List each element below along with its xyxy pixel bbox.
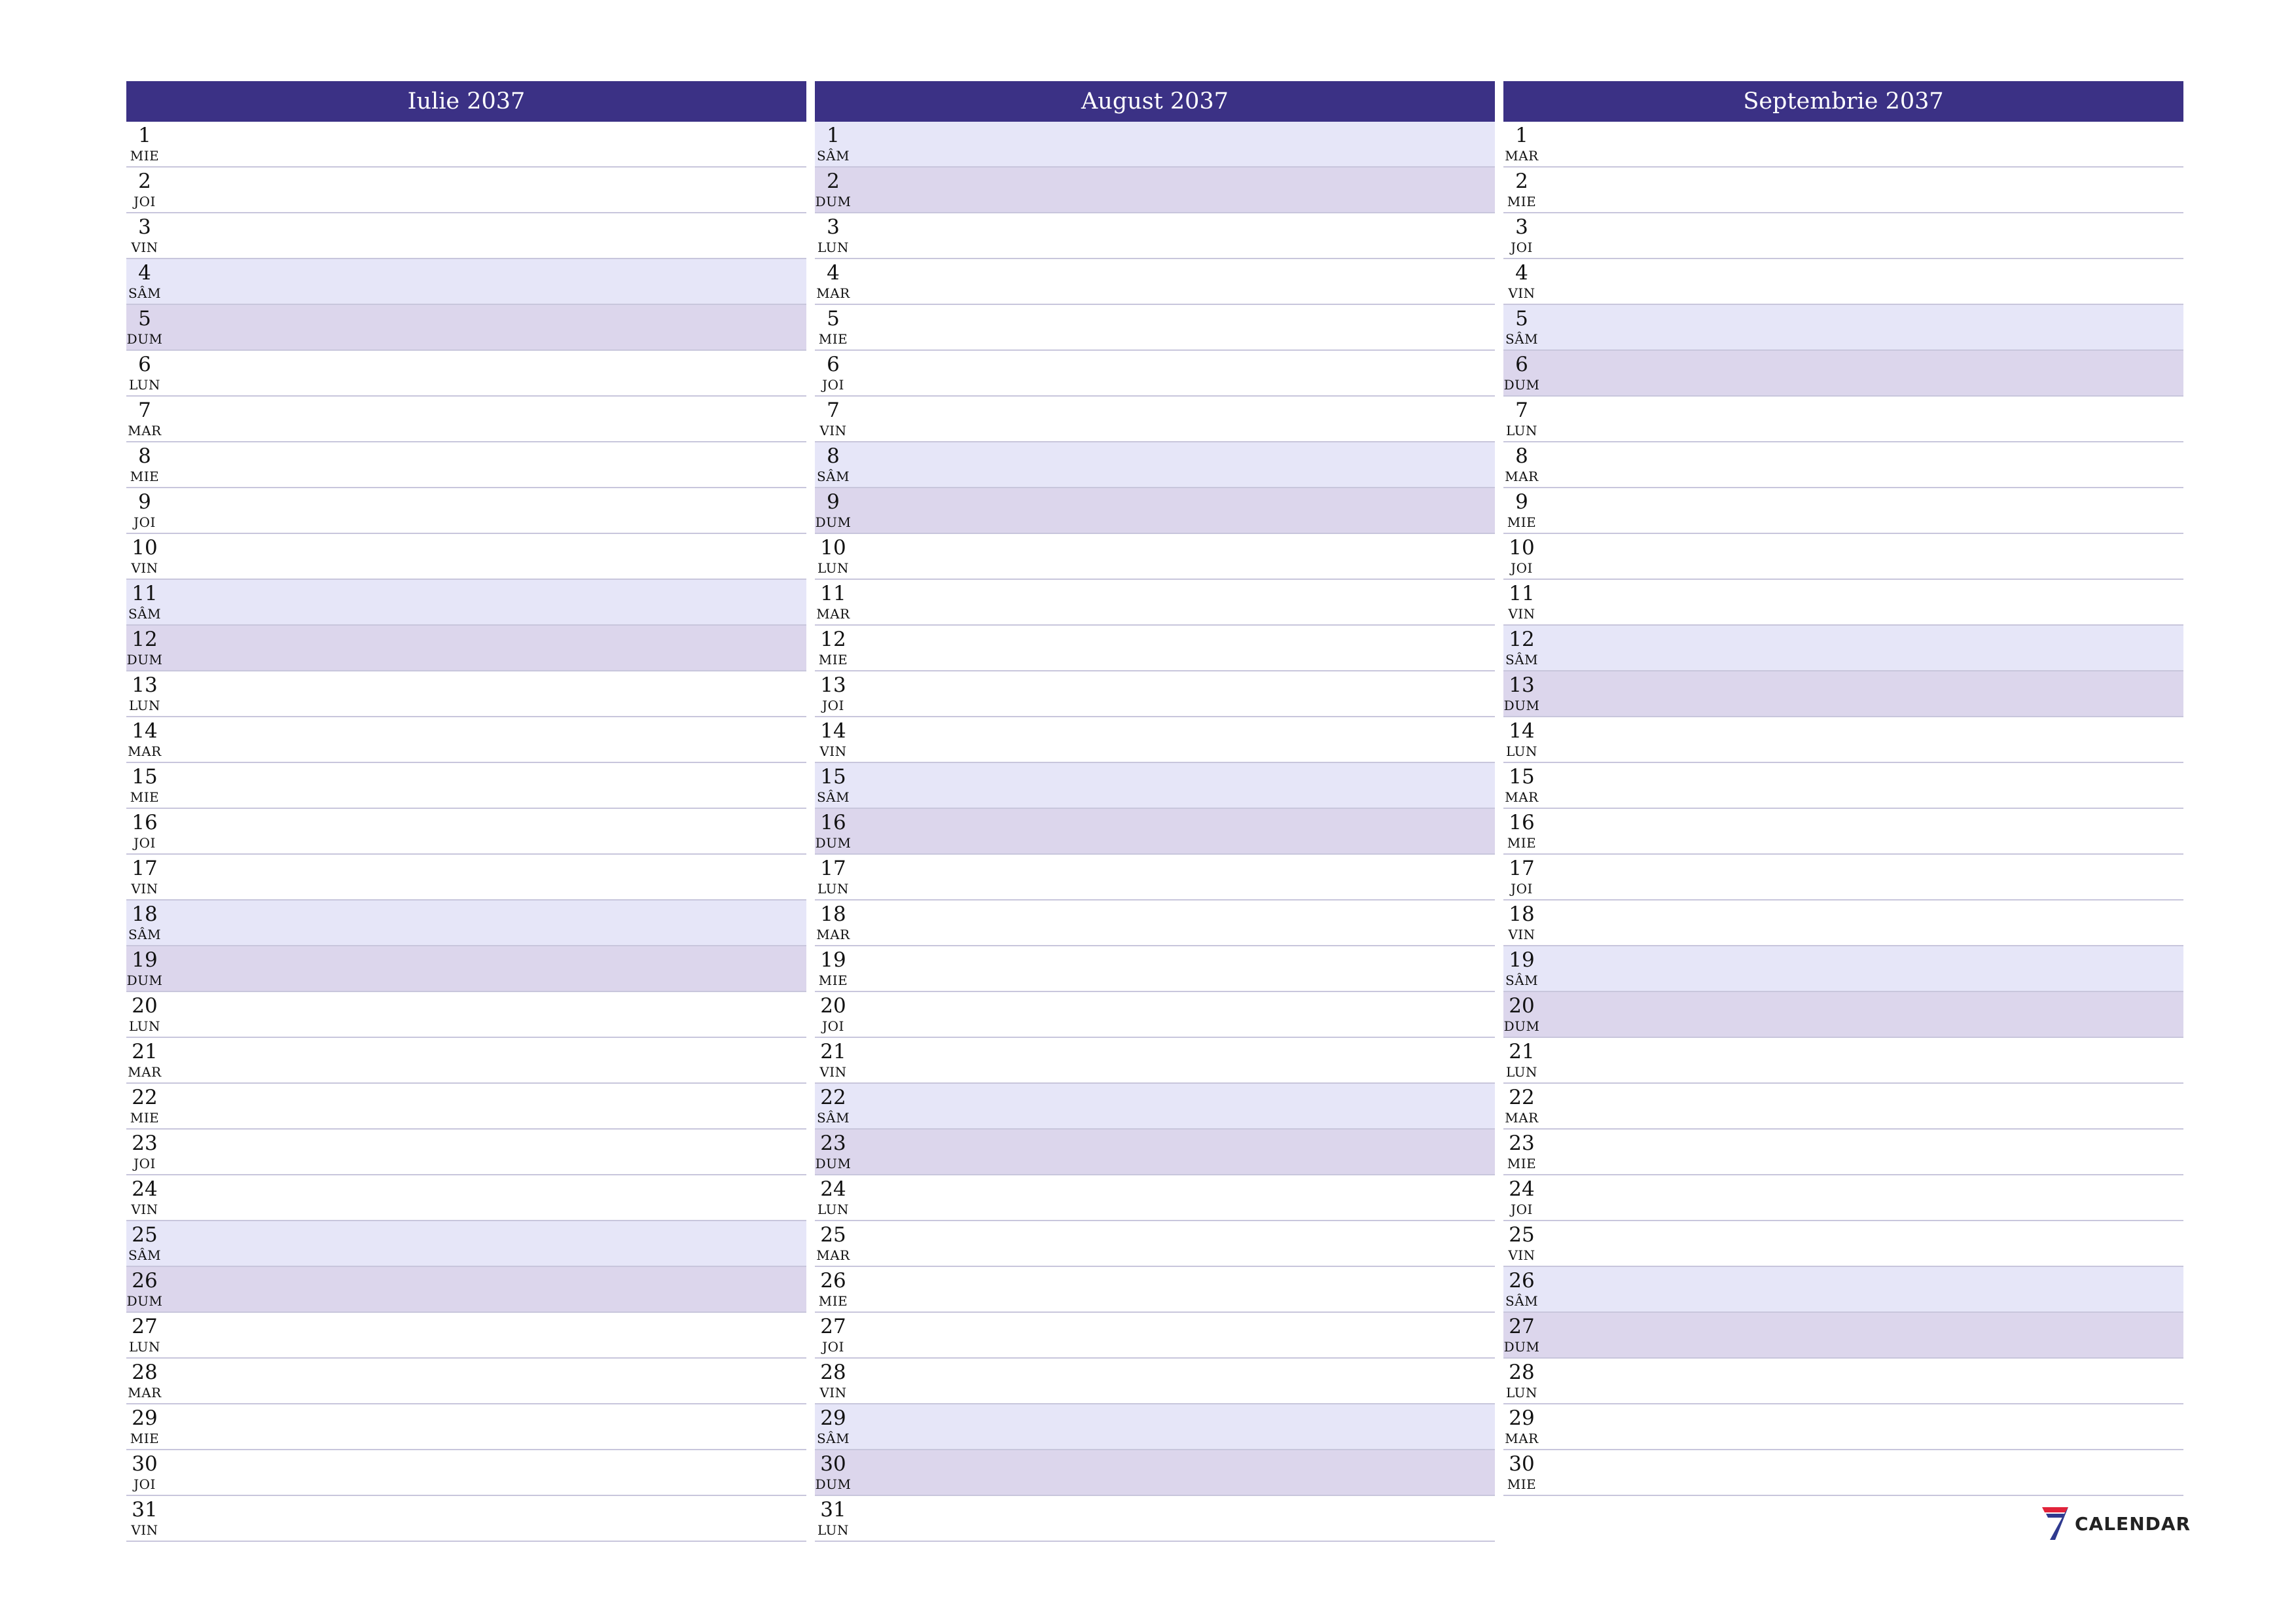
weekday-label: LUN — [817, 1202, 850, 1217]
weekday-label: SÂM — [816, 1431, 850, 1446]
weekday-label: VIN — [819, 1385, 847, 1400]
day-number: 21 — [820, 1040, 846, 1063]
day-number: 18 — [132, 902, 158, 926]
weekday-label: DUM — [815, 835, 852, 851]
month-column-september — [1503, 81, 2183, 1496]
day-number: 28 — [820, 1361, 846, 1384]
day-number: 31 — [820, 1498, 846, 1522]
day-number: 17 — [1509, 857, 1535, 880]
day-number: 9 — [1515, 490, 1528, 514]
day-number: 23 — [820, 1132, 846, 1155]
day-number: 4 — [827, 261, 840, 285]
day-row — [815, 1267, 1495, 1313]
day-number: 13 — [1509, 673, 1535, 697]
day-number: 16 — [1509, 811, 1535, 834]
day-row — [126, 946, 806, 992]
day-number: 3 — [827, 215, 840, 239]
day-number: 3 — [138, 215, 151, 239]
day-row — [1503, 1175, 2183, 1221]
day-row — [1503, 305, 2183, 351]
day-row — [815, 1130, 1495, 1175]
day-number: 4 — [1515, 261, 1528, 285]
day-row — [126, 992, 806, 1038]
day-row — [1503, 1359, 2183, 1404]
day-number: 3 — [1515, 215, 1528, 239]
day-row — [1503, 580, 2183, 626]
day-row — [126, 901, 806, 946]
day-number: 26 — [820, 1269, 846, 1293]
day-number: 12 — [132, 628, 158, 651]
weekday-label: VIN — [1508, 927, 1535, 942]
month-header: Iulie 2037 — [126, 81, 806, 122]
weekday-label: LUN — [1505, 1385, 1538, 1400]
weekday-label: JOI — [822, 377, 844, 393]
day-row — [126, 442, 806, 488]
weekday-label: MIE — [1507, 1476, 1537, 1492]
weekday-label: JOI — [822, 1339, 844, 1355]
weekday-label: MIE — [1507, 1156, 1537, 1171]
day-number: 24 — [820, 1177, 846, 1201]
month-header: August 2037 — [815, 81, 1495, 122]
day-row — [815, 1038, 1495, 1084]
day-row — [126, 168, 806, 213]
weekday-label: DUM — [1503, 698, 1540, 713]
day-row — [815, 946, 1495, 992]
weekday-label: SÂM — [816, 148, 850, 164]
day-number: 10 — [132, 536, 158, 560]
day-number: 12 — [820, 628, 846, 651]
day-number: 5 — [1515, 307, 1528, 330]
day-row — [126, 809, 806, 855]
day-row — [1503, 534, 2183, 580]
weekday-label: VIN — [1508, 285, 1535, 301]
day-row — [1503, 992, 2183, 1038]
weekday-label: SÂM — [1505, 1293, 1539, 1309]
weekday-label: DUM — [815, 194, 852, 209]
day-number: 20 — [132, 994, 158, 1018]
day-number: 26 — [1509, 1269, 1535, 1293]
weekday-label: JOI — [1511, 560, 1533, 576]
day-row — [815, 397, 1495, 442]
brand-logo — [2041, 1505, 2191, 1542]
day-number: 15 — [1509, 765, 1535, 789]
weekday-label: VIN — [131, 560, 158, 576]
weekday-label: SÂM — [816, 469, 850, 484]
weekday-label: SÂM — [816, 1110, 850, 1126]
day-row — [815, 717, 1495, 763]
day-row — [126, 1496, 806, 1542]
weekday-label: JOI — [134, 1476, 156, 1492]
seven-logo-icon — [2041, 1506, 2070, 1541]
day-row — [815, 901, 1495, 946]
day-row — [126, 397, 806, 442]
day-row — [1503, 809, 2183, 855]
day-row — [1503, 1404, 2183, 1450]
day-row — [1503, 442, 2183, 488]
day-row — [815, 855, 1495, 901]
day-number: 22 — [1509, 1086, 1535, 1109]
day-list — [1503, 122, 2183, 1496]
day-row — [815, 305, 1495, 351]
weekday-label: MIE — [130, 148, 160, 164]
day-row — [1503, 488, 2183, 534]
day-number: 1 — [1515, 124, 1528, 147]
day-row — [126, 488, 806, 534]
weekday-label: LUN — [128, 698, 161, 713]
weekday-label: VIN — [1508, 606, 1535, 622]
weekday-label: MAR — [1505, 789, 1539, 805]
day-number: 31 — [132, 1498, 158, 1522]
weekday-label: MAR — [816, 1247, 850, 1263]
day-row — [126, 1267, 806, 1313]
day-number: 2 — [827, 169, 840, 193]
day-row — [815, 1404, 1495, 1450]
weekday-label: SÂM — [128, 606, 162, 622]
weekday-label: JOI — [134, 194, 156, 209]
weekday-label: LUN — [128, 1018, 161, 1034]
day-row — [815, 626, 1495, 671]
weekday-label: DUM — [1503, 377, 1540, 393]
weekday-label: SÂM — [816, 789, 850, 805]
day-number: 30 — [132, 1452, 158, 1476]
day-number: 1 — [138, 124, 151, 147]
weekday-label: MAR — [1505, 148, 1539, 164]
weekday-label: MIE — [130, 789, 160, 805]
day-number: 6 — [1515, 353, 1528, 376]
day-number: 9 — [138, 490, 151, 514]
weekday-label: MAR — [1505, 469, 1539, 484]
day-row — [126, 305, 806, 351]
day-number: 11 — [820, 582, 846, 605]
day-list — [126, 122, 806, 1542]
weekday-label: MAR — [128, 743, 162, 759]
day-row — [1503, 1130, 2183, 1175]
day-row — [815, 809, 1495, 855]
day-row — [1503, 397, 2183, 442]
day-row — [815, 992, 1495, 1038]
weekday-label: MIE — [818, 1293, 848, 1309]
day-row — [126, 534, 806, 580]
month-header: Septembrie 2037 — [1503, 81, 2183, 122]
weekday-label: MAR — [1505, 1431, 1539, 1446]
day-number: 25 — [132, 1223, 158, 1247]
day-number: 7 — [138, 399, 151, 422]
day-number: 10 — [1509, 536, 1535, 560]
day-list — [815, 122, 1495, 1542]
day-row — [815, 534, 1495, 580]
day-row — [815, 1313, 1495, 1359]
day-row — [815, 1221, 1495, 1267]
day-row — [126, 626, 806, 671]
day-number: 25 — [820, 1223, 846, 1247]
weekday-label: MIE — [818, 331, 848, 347]
weekday-label: MAR — [128, 423, 162, 438]
weekday-label: LUN — [1505, 743, 1538, 759]
weekday-label: MIE — [130, 469, 160, 484]
weekday-label: SÂM — [1505, 972, 1539, 988]
day-row — [815, 1450, 1495, 1496]
day-row — [126, 259, 806, 305]
day-number: 10 — [820, 536, 846, 560]
weekday-label: SÂM — [128, 285, 162, 301]
weekday-label: VIN — [131, 240, 158, 255]
day-row — [126, 1221, 806, 1267]
day-number: 2 — [1515, 169, 1528, 193]
day-row — [1503, 1267, 2183, 1313]
day-number: 29 — [1509, 1406, 1535, 1430]
day-row — [126, 717, 806, 763]
day-number: 11 — [1509, 582, 1535, 605]
weekday-label: MAR — [816, 606, 850, 622]
weekday-label: VIN — [1508, 1247, 1535, 1263]
day-row — [126, 1038, 806, 1084]
weekday-label: MAR — [816, 927, 850, 942]
weekday-label: VIN — [819, 423, 847, 438]
day-number: 27 — [132, 1315, 158, 1338]
day-number: 14 — [1509, 719, 1535, 743]
weekday-label: DUM — [815, 1476, 852, 1492]
day-row — [1503, 122, 2183, 168]
weekday-label: MIE — [818, 652, 848, 668]
day-number: 19 — [1509, 948, 1535, 972]
day-number: 23 — [132, 1132, 158, 1155]
weekday-label: MAR — [816, 285, 850, 301]
day-row — [815, 1175, 1495, 1221]
day-row — [1503, 259, 2183, 305]
weekday-label: MAR — [128, 1064, 162, 1080]
day-row — [815, 1084, 1495, 1130]
day-row — [1503, 946, 2183, 992]
month-column-july — [126, 81, 806, 1542]
day-row — [1503, 855, 2183, 901]
day-number: 19 — [132, 948, 158, 972]
weekday-label: JOI — [822, 1018, 844, 1034]
day-row — [1503, 168, 2183, 213]
day-number: 9 — [827, 490, 840, 514]
day-number: 7 — [827, 399, 840, 422]
day-row — [126, 580, 806, 626]
weekday-label: MIE — [1507, 835, 1537, 851]
day-row — [126, 763, 806, 809]
weekday-label: MIE — [130, 1431, 160, 1446]
day-number: 22 — [820, 1086, 846, 1109]
day-number: 20 — [820, 994, 846, 1018]
day-number: 6 — [827, 353, 840, 376]
day-row — [815, 213, 1495, 259]
day-number: 28 — [1509, 1361, 1535, 1384]
day-number: 8 — [1515, 444, 1528, 468]
weekday-label: SÂM — [128, 927, 162, 942]
day-number: 13 — [132, 673, 158, 697]
weekday-label: VIN — [819, 1064, 847, 1080]
day-number: 15 — [820, 765, 846, 789]
day-number: 2 — [138, 169, 151, 193]
weekday-label: DUM — [1503, 1339, 1540, 1355]
day-number: 19 — [820, 948, 846, 972]
day-row — [1503, 1313, 2183, 1359]
weekday-label: VIN — [131, 881, 158, 897]
day-number: 27 — [820, 1315, 846, 1338]
weekday-label: MIE — [130, 1110, 160, 1126]
day-number: 14 — [820, 719, 846, 743]
day-row — [1503, 351, 2183, 397]
day-number: 5 — [138, 307, 151, 330]
day-number: 8 — [138, 444, 151, 468]
weekday-label: MAR — [128, 1385, 162, 1400]
day-number: 18 — [820, 902, 846, 926]
day-row — [126, 1175, 806, 1221]
weekday-label: JOI — [1511, 881, 1533, 897]
weekday-label: VIN — [131, 1202, 158, 1217]
day-row — [1503, 901, 2183, 946]
day-number: 28 — [132, 1361, 158, 1384]
day-number: 25 — [1509, 1223, 1535, 1247]
day-row — [1503, 1084, 2183, 1130]
day-row — [126, 1404, 806, 1450]
brand-text: CALENDAR — [2075, 1512, 2191, 1535]
weekday-label: LUN — [817, 560, 850, 576]
weekday-label: JOI — [1511, 240, 1533, 255]
weekday-label: SÂM — [128, 1247, 162, 1263]
weekday-label: LUN — [1505, 1064, 1538, 1080]
day-number: 15 — [132, 765, 158, 789]
day-row — [126, 1084, 806, 1130]
weekday-label: MIE — [1507, 514, 1537, 530]
day-row — [126, 855, 806, 901]
day-number: 18 — [1509, 902, 1535, 926]
day-number: 16 — [820, 811, 846, 834]
weekday-label: LUN — [817, 1522, 850, 1538]
day-row — [1503, 626, 2183, 671]
weekday-label: JOI — [134, 514, 156, 530]
day-number: 17 — [132, 857, 158, 880]
day-row — [126, 1359, 806, 1404]
weekday-label: JOI — [134, 1156, 156, 1171]
day-row — [815, 488, 1495, 534]
weekday-label: VIN — [131, 1522, 158, 1538]
day-row — [815, 259, 1495, 305]
day-row — [815, 671, 1495, 717]
weekday-label: LUN — [1505, 423, 1538, 438]
weekday-label: DUM — [126, 972, 163, 988]
month-column-august — [815, 81, 1495, 1542]
day-row — [126, 1450, 806, 1496]
day-number: 1 — [827, 124, 840, 147]
day-number: 13 — [820, 673, 846, 697]
weekday-label: VIN — [819, 743, 847, 759]
weekday-label: LUN — [817, 881, 850, 897]
day-row — [1503, 763, 2183, 809]
weekday-label: DUM — [126, 1293, 163, 1309]
day-number: 29 — [820, 1406, 846, 1430]
day-row — [1503, 213, 2183, 259]
day-row — [815, 122, 1495, 168]
day-number: 21 — [132, 1040, 158, 1063]
weekday-label: MAR — [1505, 1110, 1539, 1126]
day-row — [126, 1130, 806, 1175]
day-number: 7 — [1515, 399, 1528, 422]
day-row — [815, 1359, 1495, 1404]
weekday-label: LUN — [128, 1339, 161, 1355]
day-number: 21 — [1509, 1040, 1535, 1063]
day-number: 16 — [132, 811, 158, 834]
day-number: 22 — [132, 1086, 158, 1109]
day-row — [1503, 1221, 2183, 1267]
day-row — [815, 351, 1495, 397]
day-row — [1503, 1038, 2183, 1084]
day-row — [1503, 717, 2183, 763]
weekday-label: MIE — [1507, 194, 1537, 209]
day-number: 30 — [820, 1452, 846, 1476]
day-number: 30 — [1509, 1452, 1535, 1476]
weekday-label: JOI — [134, 835, 156, 851]
day-number: 11 — [132, 582, 158, 605]
day-number: 12 — [1509, 628, 1535, 651]
day-row — [815, 442, 1495, 488]
weekday-label: SÂM — [1505, 652, 1539, 668]
weekday-label: JOI — [822, 698, 844, 713]
day-number: 29 — [132, 1406, 158, 1430]
weekday-label: MIE — [818, 972, 848, 988]
day-number: 27 — [1509, 1315, 1535, 1338]
day-number: 17 — [820, 857, 846, 880]
day-number: 6 — [138, 353, 151, 376]
weekday-label: DUM — [126, 652, 163, 668]
day-row — [126, 122, 806, 168]
day-number: 4 — [138, 261, 151, 285]
weekday-label: JOI — [1511, 1202, 1533, 1217]
day-row — [126, 351, 806, 397]
day-row — [815, 1496, 1495, 1542]
day-row — [126, 213, 806, 259]
weekday-label: LUN — [128, 377, 161, 393]
day-row — [126, 1313, 806, 1359]
day-number: 23 — [1509, 1132, 1535, 1155]
day-row — [1503, 1450, 2183, 1496]
weekday-label: SÂM — [1505, 331, 1539, 347]
day-number: 8 — [827, 444, 840, 468]
weekday-label: DUM — [815, 1156, 852, 1171]
weekday-label: DUM — [126, 331, 163, 347]
weekday-label: DUM — [1503, 1018, 1540, 1034]
day-number: 24 — [1509, 1177, 1535, 1201]
day-row — [815, 763, 1495, 809]
day-number: 26 — [132, 1269, 158, 1293]
weekday-label: DUM — [815, 514, 852, 530]
day-row — [815, 168, 1495, 213]
day-number: 20 — [1509, 994, 1535, 1018]
day-number: 24 — [132, 1177, 158, 1201]
day-row — [815, 580, 1495, 626]
day-number: 5 — [827, 307, 840, 330]
day-row — [126, 671, 806, 717]
day-row — [1503, 671, 2183, 717]
weekday-label: LUN — [817, 240, 850, 255]
day-number: 14 — [132, 719, 158, 743]
